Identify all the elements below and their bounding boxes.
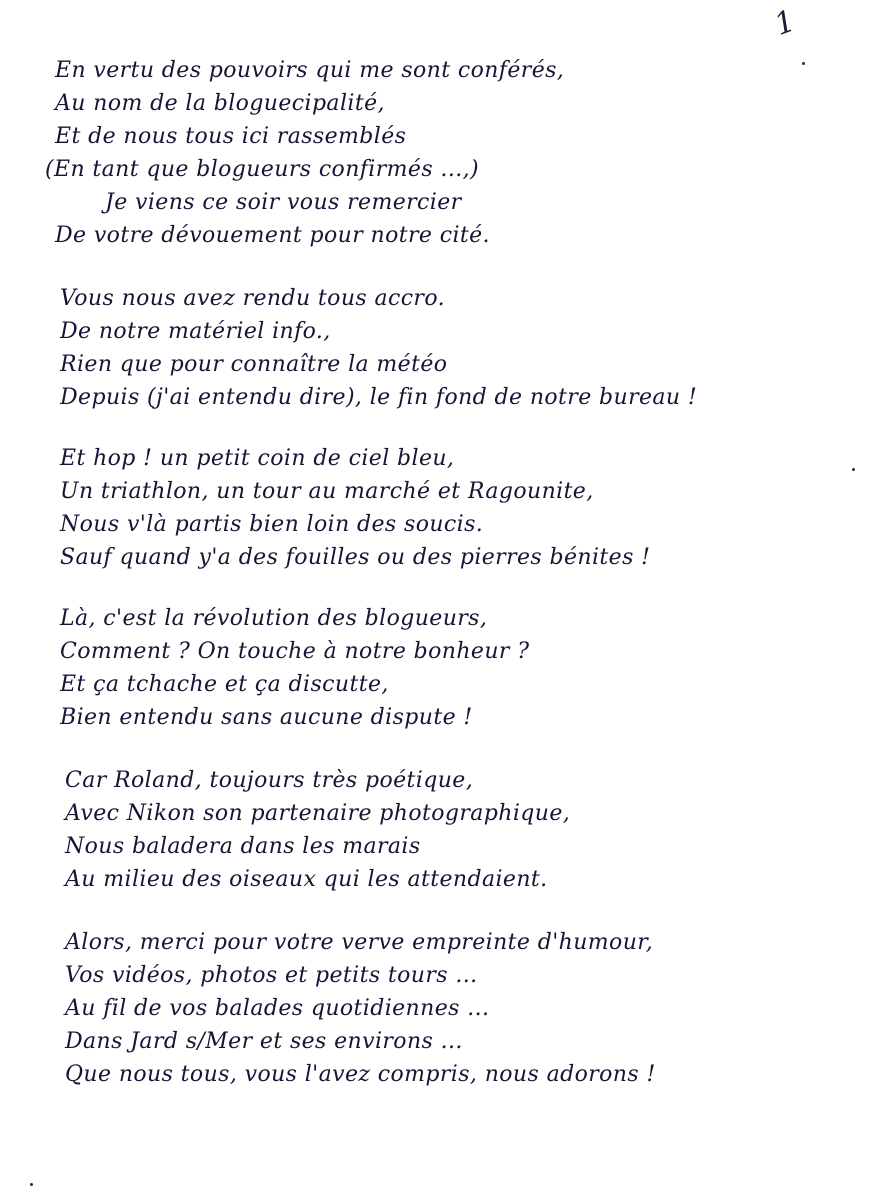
poem-line: Car Roland, toujours très poétique,: [65, 768, 474, 793]
poem-line: Au fil de vos balades quotidiennes ...: [65, 996, 490, 1021]
poem-line: Depuis (j'ai entendu dire), le fin fond de notre bureau !: [60, 385, 698, 410]
poem-line: Vous nous avez rendu tous accro.: [60, 286, 445, 311]
page-number: 1: [770, 3, 800, 43]
poem-line: Et de nous tous ici rassemblés: [55, 124, 407, 149]
poem-line: Nous v'là partis bien loin des soucis.: [60, 512, 484, 537]
poem-line: Alors, merci pour votre verve empreinte d'humour,: [65, 930, 654, 955]
poem-line: Et hop ! un petit coin de ciel bleu,: [60, 446, 455, 471]
poem-line: Comment ? On touche à notre bonheur ?: [60, 639, 530, 664]
poem-line: Bien entendu sans aucune dispute !: [60, 705, 473, 730]
poem-line: Vos vidéos, photos et petits tours ...: [65, 963, 478, 988]
poem-line: Au milieu des oiseaux qui les attendaient.: [65, 867, 548, 892]
poem-line: Rien que pour connaître la météo: [60, 352, 448, 377]
poem-line: Là, c'est la révolution des blogueurs,: [60, 606, 488, 631]
poem-line: Un triathlon, un tour au marché et Ragounite,: [60, 479, 594, 504]
poem-line: Avec Nikon son partenaire photographique,: [65, 801, 571, 826]
poem-line: Au nom de la bloguecipalité,: [55, 91, 385, 116]
poem-line: Sauf quand y'a des fouilles ou des pierres bénites !: [60, 545, 651, 570]
poem-line: Je viens ce soir vous remercier: [105, 190, 462, 215]
poem-line: Dans Jard s/Mer et ses environs ...: [65, 1029, 463, 1054]
poem-line: De votre dévouement pour notre cité.: [55, 223, 490, 248]
poem-line: Nous baladera dans les marais: [65, 834, 421, 859]
poem-line: En vertu des pouvoirs qui me sont conférés,: [55, 58, 565, 83]
poem-line: (En tant que blogueurs confirmés ...,): [45, 157, 479, 182]
poem-line: Que nous tous, vous l'avez compris, nous adorons !: [65, 1062, 656, 1087]
poem-line: Et ça tchache et ça discutte,: [60, 672, 389, 697]
poem-line: De notre matériel info.,: [60, 319, 331, 344]
